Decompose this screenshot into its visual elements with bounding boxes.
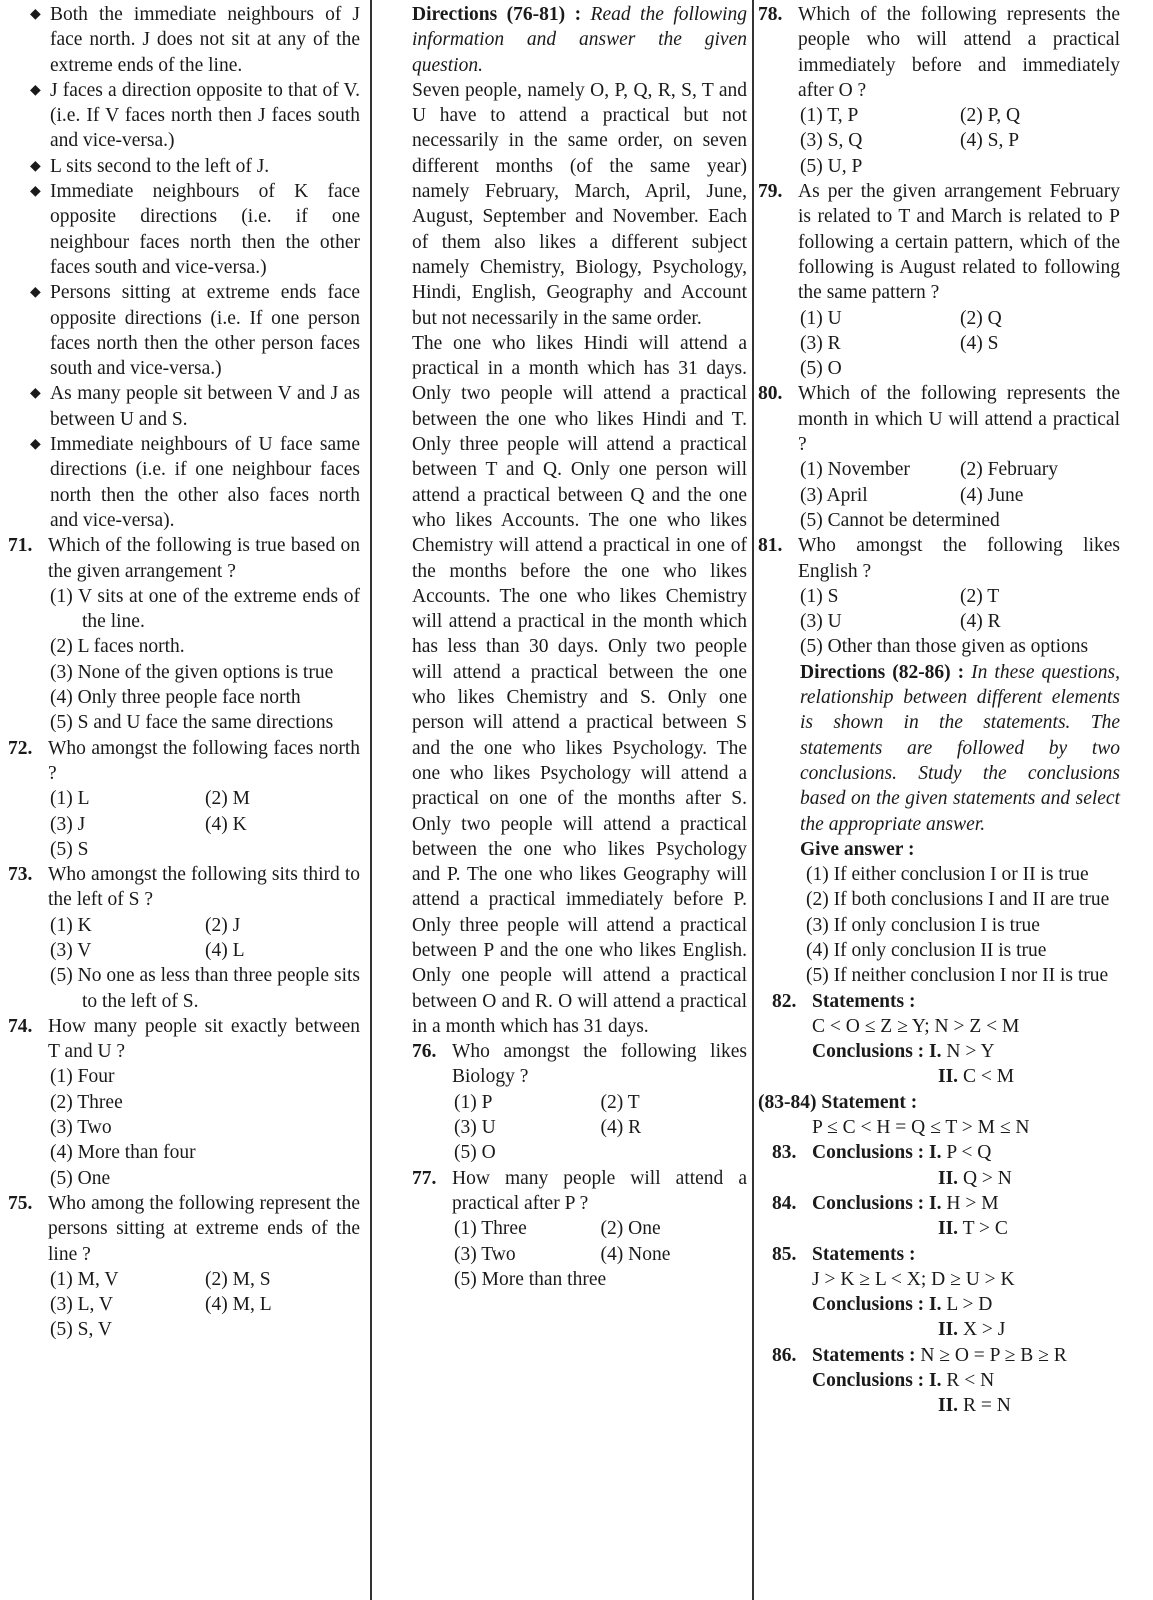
bullet-text: Immediate neighbours of K face opposite directions (i.e. if one neighbour faces north then the other faces south and vice-versa.) <box>50 181 360 278</box>
option: (5) Other than those given as options <box>800 636 1089 658</box>
directions-heading: Directions (82-86) : <box>800 661 965 683</box>
option: (2) Q <box>960 307 1002 329</box>
question-text: Who amongst the following likes Biology ? <box>452 1041 747 1088</box>
bullet-text: Both the immediate neighbours of J face north. J does not sit at any of the extreme ends of the line. <box>50 4 360 76</box>
logic-expression: L > D <box>941 1294 993 1316</box>
option: (3) L, V <box>50 1294 114 1316</box>
options <box>8 913 360 1014</box>
logic-label: Conclusions : I. <box>812 1294 942 1316</box>
column-2 <box>412 2 747 1292</box>
logic-line <box>758 1292 1120 1317</box>
logic-expression: C < M <box>958 1066 1015 1088</box>
logic-line <box>758 989 1120 1014</box>
logic-questions <box>758 989 1120 1419</box>
option: (5) One <box>50 1167 111 1189</box>
question-block <box>8 1191 360 1343</box>
logic-expression: N ≥ O = P ≥ B ≥ R <box>915 1344 1067 1366</box>
question <box>412 1166 747 1217</box>
answer-key-option: (3) If only conclusion I is true <box>806 914 1040 936</box>
logic-label: II. <box>938 1218 959 1240</box>
options <box>758 306 1120 382</box>
question-block <box>412 1039 747 1165</box>
question-text: Who amongst the following likes English ? <box>798 535 1120 582</box>
options <box>758 584 1120 660</box>
column-divider <box>752 0 754 1600</box>
option: (1) P <box>454 1091 493 1113</box>
question <box>8 862 360 913</box>
option: (4) K <box>205 813 247 835</box>
logic-label: (83-84) Statement : <box>758 1091 918 1113</box>
question-block <box>8 1014 360 1191</box>
option: (2) L faces north. <box>50 636 185 658</box>
option: (1) T, P <box>800 105 859 127</box>
answer-key-options <box>758 862 1120 988</box>
option: (3) R <box>800 332 841 354</box>
logic-line <box>758 1014 1120 1039</box>
option: (5) More than three <box>454 1268 607 1290</box>
logic-line <box>758 1064 1120 1089</box>
question <box>758 179 1120 305</box>
logic-expression: J > K ≥ L < X; D ≥ U > K <box>812 1268 1015 1290</box>
passage-paragraph: Seven people, namely O, P, Q, R, S, T and U have to attend a practical but not necessarily in the same order, on seven different months (of the same year) namely February, March, April, June, August, September and November. Each of them also likes a different subject namely Chemistry, Biology, Psychology, Hindi, English, Geography and Account but not necessarily in the same order. <box>412 79 747 329</box>
bullet-text: Immediate neighbours of U face same directions (i.e. if one neighbour faces north then the other also faces north and vice-versa). <box>50 434 360 531</box>
question-number: 74. <box>8 1015 33 1037</box>
logic-expression: R < N <box>941 1370 995 1392</box>
option: (5) U, P <box>800 155 863 177</box>
option: (5) Cannot be determined <box>800 509 1000 531</box>
option: (4) S, P <box>960 130 1020 152</box>
directions <box>412 2 747 78</box>
option: (4) S <box>960 332 999 354</box>
option: (3) U <box>454 1117 496 1139</box>
question-text: Who among the following represent the persons sitting at extreme ends of the line ? <box>48 1192 360 1265</box>
question-block <box>8 533 360 735</box>
option: (4) M, L <box>205 1294 272 1316</box>
option: (1) Four <box>50 1066 115 1088</box>
logic-line <box>758 1343 1120 1368</box>
diamond-bullet-icon: ◆ <box>30 437 41 453</box>
option: (3) April <box>800 484 868 506</box>
option: (4) June <box>960 484 1024 506</box>
logic-expression: X > J <box>958 1319 1006 1341</box>
option: (2) Three <box>50 1091 123 1113</box>
diamond-bullet-icon: ◆ <box>30 158 41 174</box>
option: (2) T <box>960 585 1000 607</box>
options <box>412 1216 747 1292</box>
option: (3) Two <box>454 1243 516 1265</box>
column-3 <box>758 2 1120 1419</box>
question-number: 84. <box>772 1192 797 1214</box>
question-number: 83. <box>772 1142 797 1164</box>
logic-expression: Q > N <box>958 1167 1012 1189</box>
bullet-item <box>8 432 360 533</box>
option: (3) Two <box>50 1117 112 1139</box>
logic-line <box>758 1393 1120 1418</box>
option: (4) Only three people face north <box>50 687 301 709</box>
option: (3) J <box>50 813 86 835</box>
option: (1) Three <box>454 1218 527 1240</box>
question-text: Who amongst the following sits third to the left of S ? <box>48 864 360 911</box>
question <box>8 533 360 584</box>
logic-line <box>758 1115 1120 1140</box>
option: (5) S and U face the same directions <box>50 712 334 734</box>
directions-text: Read the following information and answer the given question. <box>412 4 747 76</box>
logic-line <box>758 1216 1120 1241</box>
question-number: 80. <box>758 383 783 405</box>
logic-expression: R = N <box>958 1395 1011 1417</box>
option: (1) M, V <box>50 1268 119 1290</box>
question-block <box>8 736 360 862</box>
question-text: How many people sit exactly between T and U ? <box>48 1015 360 1063</box>
bullet-text: J faces a direction opposite to that of V. (i.e. If V faces north then J faces south and vice-versa.) <box>50 79 360 152</box>
bullet-item <box>8 280 360 381</box>
option: (2) February <box>960 459 1059 481</box>
answer-key-option: (2) If both conclusions I and II are true <box>806 889 1110 911</box>
bullet-item <box>8 2 360 78</box>
question-block <box>758 2 1120 179</box>
question <box>412 1039 747 1090</box>
logic-expression: N > Y <box>941 1041 995 1063</box>
logic-label: Conclusions : I. <box>812 1142 942 1164</box>
logic-expression: H > M <box>941 1192 999 1214</box>
question-text: How many people will attend a practical after P ? <box>452 1167 747 1214</box>
passage-paragraph: The one who likes Hindi will attend a practical in a month which has 31 days. Only two people will attend a practical between the one who likes Hindi and T. Only three people will attend a practical between T and Q. Only one person will attend a practical between Q and the one who likes Accounts. The one who likes Chemistry will attend a practical in one of the months before the one who likes Accounts. The one who likes Chemistry will attend a practical in the month which has less than 30 days. Only two people will attend a practical between the one who likes Chemistry and S. Only one person will attend a practical between S and the one who likes Psychology. The one who likes Psychology will attend a practical on one of the months after S. Only two people will attend a practical between the one who likes Psychology and P. The one who likes Geography will attend a practical immediately before P. Only three people will attend a practical between P and the one who likes English. Only one people will attend a practical between O and R. O will attend a practical in a month which has 31 days. <box>412 332 747 1037</box>
option: (3) V <box>50 939 92 961</box>
option: (1) November <box>800 459 910 481</box>
question-text: Which of the following is true based on the given arrangement ? <box>48 535 360 582</box>
answer-key-option: (1) If either conclusion I or II is true <box>806 864 1089 886</box>
option: (5) No one as less than three people sits to the left of S. <box>50 965 360 1012</box>
question <box>758 533 1120 584</box>
logic-label: II. <box>938 1066 959 1088</box>
bullet-item <box>8 154 360 179</box>
logic-expression: T > C <box>958 1218 1008 1240</box>
question-number: 86. <box>772 1344 797 1366</box>
question <box>8 736 360 787</box>
logic-line <box>758 1191 1120 1216</box>
option: (4) More than four <box>50 1142 196 1164</box>
question <box>8 1014 360 1065</box>
option: (4) L <box>205 939 245 961</box>
logic-expression: C < O ≤ Z ≥ Y; N > Z < M <box>812 1015 1020 1037</box>
bullet-text: L sits second to the left of J. <box>50 155 270 177</box>
option: (2) T <box>600 1091 640 1113</box>
option: (3) U <box>800 611 842 633</box>
question-block <box>758 381 1120 533</box>
logic-label: Statements : <box>812 1243 916 1265</box>
directions <box>758 660 1120 837</box>
logic-line <box>758 1368 1120 1393</box>
question-block <box>8 862 360 1014</box>
answer-key-option: (5) If neither conclusion I nor II is true <box>806 965 1109 987</box>
options <box>412 1090 747 1166</box>
logic-expression: P < Q <box>941 1142 992 1164</box>
bullet-text: Persons sitting at extreme ends face opposite directions (i.e. If one person faces north then the other person faces south and vice-versa.) <box>50 282 360 380</box>
bullet-item <box>8 179 360 280</box>
column-divider <box>370 0 372 1600</box>
option: (2) P, Q <box>960 105 1021 127</box>
logic-line <box>758 1242 1120 1267</box>
options <box>8 584 360 736</box>
question-number: 76. <box>412 1041 437 1063</box>
question-number: 78. <box>758 4 783 25</box>
logic-line <box>758 1090 1120 1115</box>
logic-label: Statements : <box>812 990 916 1012</box>
question-number: 85. <box>772 1243 797 1265</box>
option: (2) J <box>205 914 241 936</box>
options <box>758 103 1120 179</box>
question-block <box>412 1166 747 1292</box>
option: (3) S, Q <box>800 130 863 152</box>
option: (4) R <box>600 1117 642 1139</box>
option: (5) O <box>800 358 842 380</box>
logic-label: II. <box>938 1167 959 1189</box>
option: (1) U <box>800 307 842 329</box>
directions-text: In these questions, relationship between different elements is shown in the statements. The statements are followed by two conclusions. Study the conclusions based on the given statements and select the appropriate answer. <box>800 661 1121 835</box>
options <box>8 1064 360 1190</box>
bullet-item <box>8 78 360 154</box>
question-text: Who amongst the following faces north ? <box>48 737 360 784</box>
answer-key-option: (4) If only conclusion II is true <box>806 939 1047 961</box>
logic-label: II. <box>938 1319 959 1341</box>
diamond-bullet-icon: ◆ <box>30 7 41 22</box>
column-1 <box>8 2 360 1343</box>
option: (1) S <box>800 585 839 607</box>
option: (1) K <box>50 914 92 936</box>
logic-label: Conclusions : I. <box>812 1041 942 1063</box>
bullet-item <box>8 381 360 432</box>
question-text: As per the given arrangement February is related to T and March is related to P following a certain pattern, which of the following is August related to following the same pattern ? <box>798 181 1120 304</box>
question-block <box>758 533 1120 659</box>
option: (3) None of the given options is true <box>50 661 334 683</box>
question-number: 75. <box>8 1192 33 1214</box>
question-number: 81. <box>758 535 783 557</box>
question-number: 82. <box>772 990 797 1012</box>
bullet-text: As many people sit between V and J as between U and S. <box>50 383 360 430</box>
option: (5) S <box>50 838 89 860</box>
option: (4) None <box>600 1243 671 1265</box>
option: (5) S, V <box>50 1319 112 1341</box>
options <box>758 457 1120 533</box>
option: (5) O <box>454 1142 496 1164</box>
diamond-bullet-icon: ◆ <box>30 285 41 301</box>
question-text: Which of the following represents the month in which U will attend a practical ? <box>798 383 1120 456</box>
options <box>8 1267 360 1343</box>
diamond-bullet-icon: ◆ <box>30 386 41 402</box>
question-number: 71. <box>8 535 33 557</box>
logic-label: Statements : <box>812 1344 916 1366</box>
logic-line <box>758 1267 1120 1292</box>
option: (2) M, S <box>205 1268 271 1290</box>
option: (4) R <box>960 611 1001 633</box>
question-text: Which of the following represents the people who will attend a practical immediately before and immediately after O ? <box>798 4 1120 101</box>
option: (2) M <box>205 788 250 810</box>
options <box>8 786 360 862</box>
question-number: 77. <box>412 1167 437 1189</box>
option: (1) V sits at one of the extreme ends of the line. <box>50 585 360 633</box>
question-number: 73. <box>8 864 33 886</box>
diamond-bullet-icon: ◆ <box>30 184 41 200</box>
question-number: 72. <box>8 737 33 759</box>
question <box>758 381 1120 457</box>
logic-line <box>758 1140 1120 1165</box>
give-answer-label: Give answer : <box>800 838 915 860</box>
diamond-bullet-icon: ◆ <box>30 82 41 98</box>
logic-label: Conclusions : I. <box>812 1370 942 1392</box>
directions-heading: Directions (76-81) : <box>412 4 582 25</box>
question <box>8 1191 360 1267</box>
option: (1) L <box>50 788 90 810</box>
option: (2) One <box>600 1218 661 1240</box>
question-block <box>758 179 1120 381</box>
question-number: 79. <box>758 181 783 203</box>
question <box>758 2 1120 103</box>
logic-line <box>758 1039 1120 1064</box>
logic-label: Conclusions : I. <box>812 1192 942 1214</box>
logic-expression: P ≤ C < H = Q ≤ T > M ≤ N <box>812 1117 1030 1139</box>
logic-line <box>758 1317 1120 1342</box>
logic-line <box>758 1166 1120 1191</box>
logic-label: II. <box>938 1395 959 1417</box>
